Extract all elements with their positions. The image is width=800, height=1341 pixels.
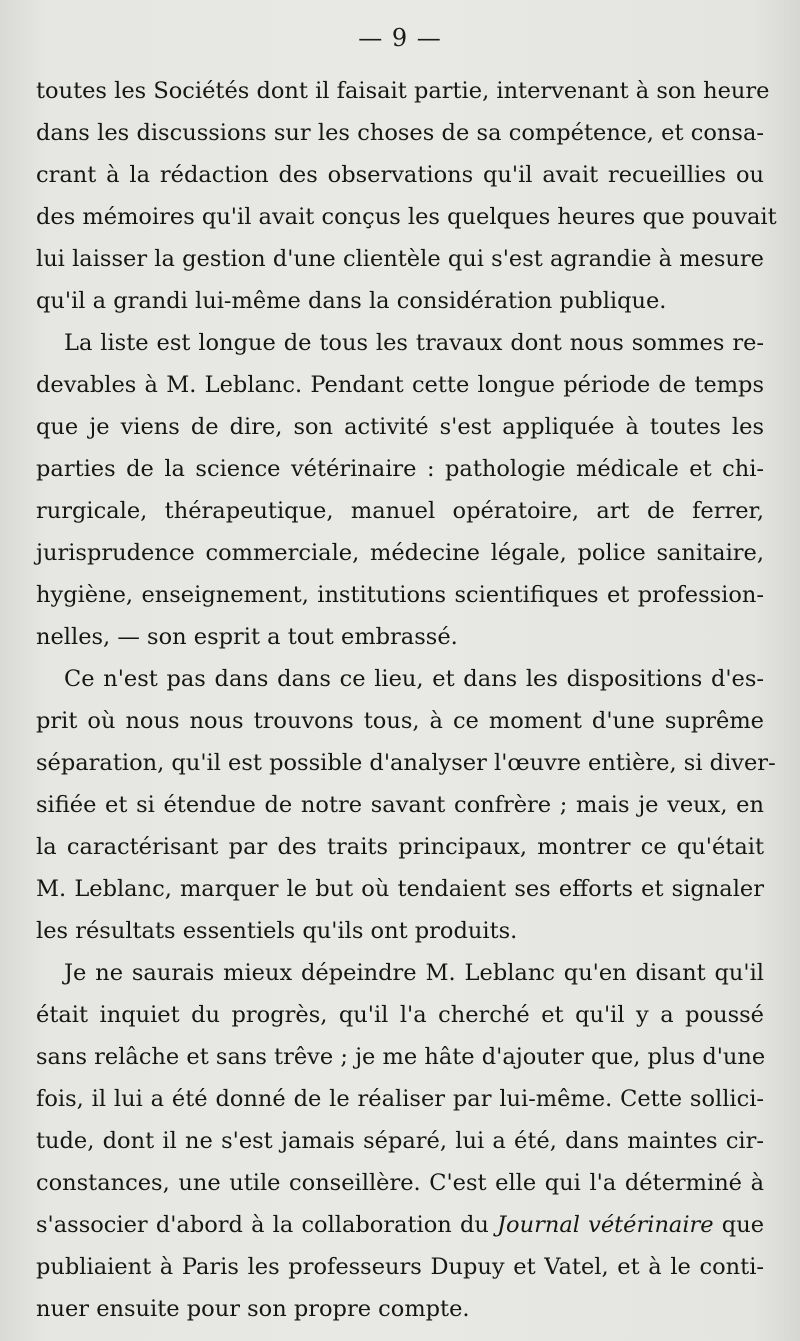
text-line: était inquiet du progrès, qu'il l'a cherché et qu'il y a poussé bbox=[36, 1002, 764, 1028]
text-line: Ce n'est pas dans dans ce lieu, et dans les dispositions d'es- bbox=[64, 666, 764, 692]
text-line: tude, dont il ne s'est jamais séparé, lui a été, dans maintes cir- bbox=[36, 1128, 764, 1154]
text-line: lui laisser la gestion d'une clientèle qui s'est agrandie à mesure bbox=[36, 246, 764, 272]
text-line: que je viens de dire, son activité s'est appliquée à toutes les bbox=[36, 414, 764, 440]
page-number: — 9 — bbox=[358, 24, 442, 52]
text-line: jurisprudence commerciale, médecine légale, police sanitaire, bbox=[36, 540, 764, 566]
text-line: Je ne saurais mieux dépeindre M. Leblanc qu'en disant qu'il bbox=[64, 960, 764, 986]
journal-title: Journal vétérinaire bbox=[497, 1212, 714, 1238]
text-line: devables à M. Leblanc. Pendant cette longue période de temps bbox=[36, 372, 764, 398]
text-fragment: s'associer d'abord à la collaboration du bbox=[36, 1212, 489, 1238]
text-line: constances, une utile conseillère. C'est elle qui l'a déterminé à bbox=[36, 1170, 764, 1196]
text-fragment: que bbox=[721, 1212, 765, 1238]
text-line: dans les discussions sur les choses de sa compétence, et consa- bbox=[36, 120, 764, 146]
text-line: les résultats essentiels qu'ils ont produits. bbox=[36, 918, 518, 944]
paragraph-3 bbox=[36, 658, 776, 952]
paragraph-1 bbox=[36, 70, 777, 322]
text-line: publiaient à Paris les professeurs Dupuy et Vatel, et à le conti- bbox=[36, 1254, 764, 1280]
body-text bbox=[36, 70, 777, 1330]
text-line: sifiée et si étendue de notre savant confrère ; mais je veux, en bbox=[36, 792, 764, 818]
text-line: prit où nous nous trouvons tous, à ce moment d'une suprême bbox=[36, 708, 764, 734]
text-line: nelles, — son esprit a tout embrassé. bbox=[36, 624, 458, 650]
text-line: la caractérisant par des traits principaux, montrer ce qu'était bbox=[36, 834, 764, 860]
text-line: hygiène, enseignement, institutions scientifiques et profession- bbox=[36, 582, 764, 608]
text-line: nuer ensuite pour son propre compte. bbox=[36, 1296, 470, 1322]
text-line: séparation, qu'il est possible d'analyser l'œuvre entière, si diver- bbox=[36, 750, 776, 776]
text-line: des mémoires qu'il avait conçus les quelques heures que pouvait bbox=[36, 204, 777, 230]
text-line: M. Leblanc, marquer le but où tendaient ses efforts et signaler bbox=[36, 876, 764, 902]
text-line: toutes les Sociétés dont il faisait partie, intervenant à son heure bbox=[36, 78, 770, 104]
text-line: qu'il a grandi lui-même dans la considération publique. bbox=[36, 288, 667, 314]
paragraph-2 bbox=[36, 322, 764, 658]
text-line: crant à la rédaction des observations qu'il avait recueillies ou bbox=[36, 162, 764, 188]
text-line: La liste est longue de tous les travaux dont nous sommes re- bbox=[64, 330, 764, 356]
text-line: rurgicale, thérapeutique, manuel opératoire, art de ferrer, bbox=[36, 498, 764, 524]
paragraph-4 bbox=[36, 952, 764, 1330]
text-line: sans relâche et sans trêve ; je me hâte d'ajouter que, plus d'une bbox=[36, 1044, 766, 1070]
text-line: fois, il lui a été donné de le réaliser par lui-même. Cette sollici- bbox=[36, 1086, 764, 1112]
text-line: parties de la science vétérinaire : pathologie médicale et chi- bbox=[36, 456, 764, 482]
text-line-with-italic bbox=[36, 1204, 764, 1246]
